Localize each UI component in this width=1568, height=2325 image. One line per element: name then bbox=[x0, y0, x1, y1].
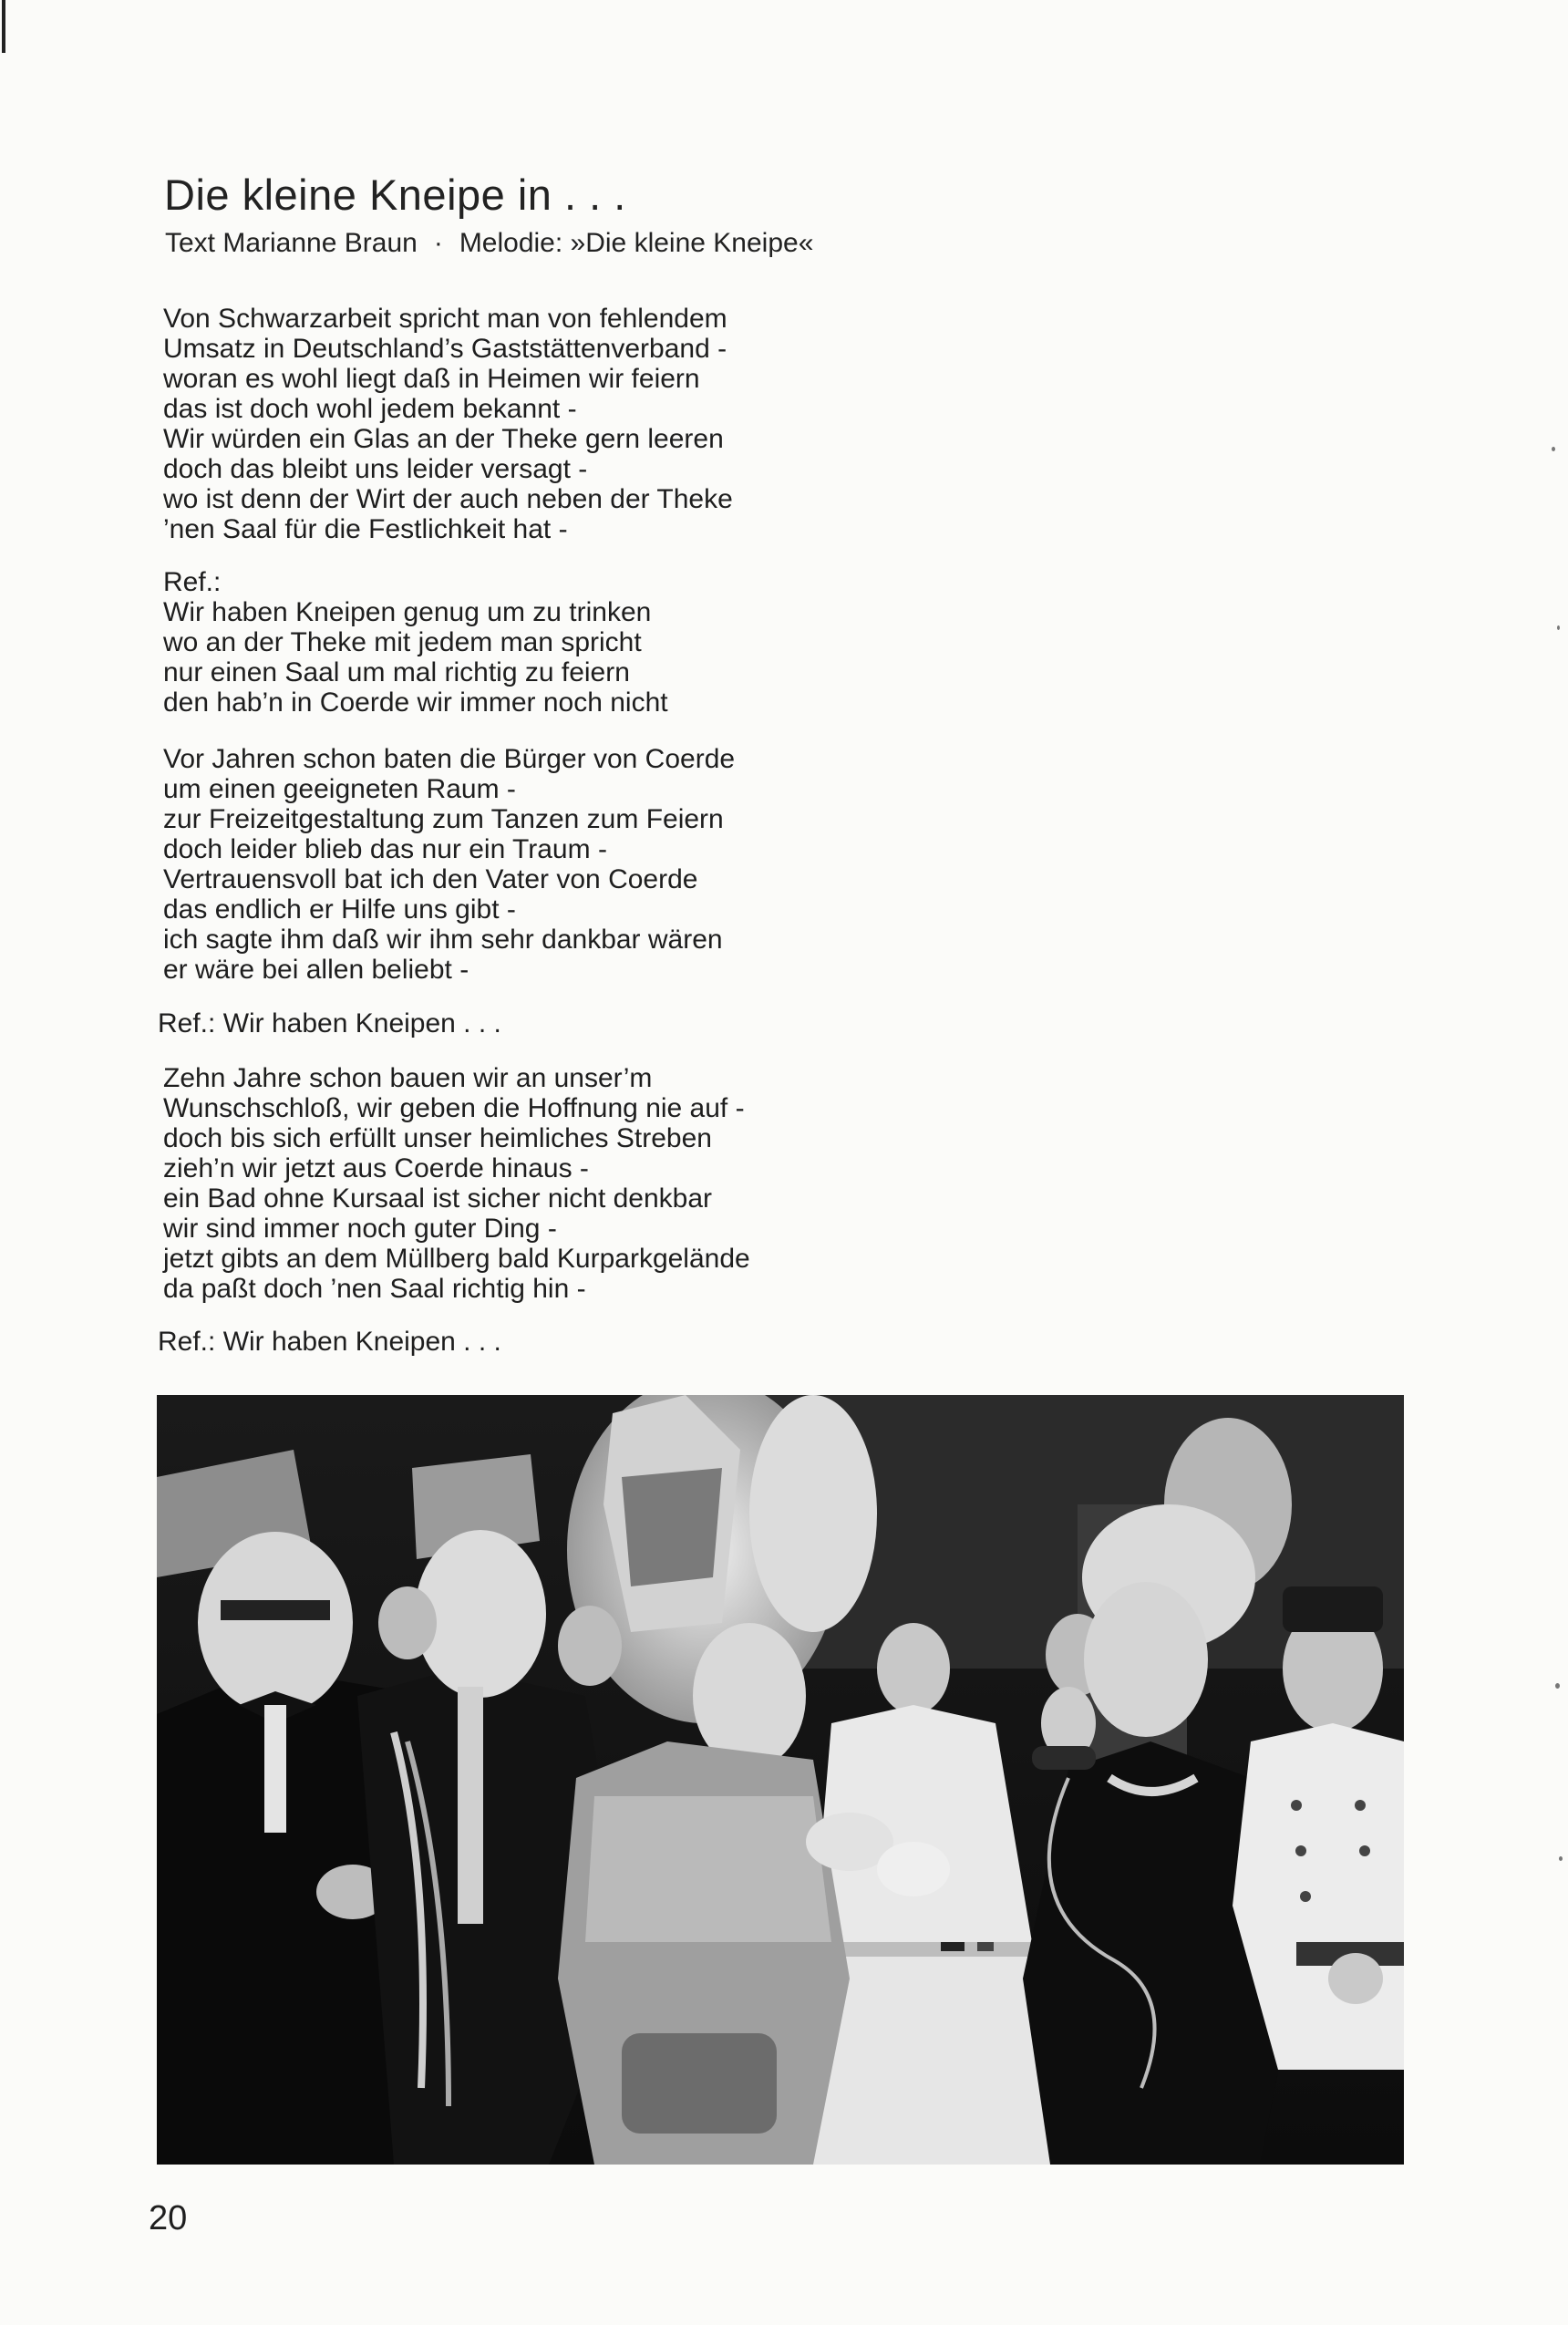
stanza-line: Umsatz in Deutschland’s Gaststättenverband - bbox=[163, 334, 727, 364]
stanza-2 bbox=[163, 744, 735, 985]
stanza-line: zur Freizeitgestaltung zum Tanzen zum Feiern bbox=[163, 804, 724, 834]
stanza-line: Von Schwarzarbeit spricht man von fehlendem bbox=[163, 304, 727, 334]
page-number: 20 bbox=[149, 2199, 188, 2237]
stanza-line: er wäre bei allen beliebt - bbox=[163, 955, 469, 985]
stanza-line: woran es wohl liegt daß in Heimen wir feiern bbox=[163, 364, 700, 394]
song-credits bbox=[165, 228, 813, 259]
scan-speck bbox=[1555, 1683, 1560, 1689]
stanza-line: ein Bad ohne Kursaal ist sicher nicht denkbar bbox=[163, 1183, 713, 1214]
stanza-line: zieh’n wir jetzt aus Coerde hinaus - bbox=[163, 1153, 589, 1183]
song-title: Die kleine Kneipe in . . . bbox=[164, 170, 626, 219]
stanza-3 bbox=[163, 1063, 750, 1304]
stanza-line: wir sind immer noch guter Ding - bbox=[163, 1214, 557, 1244]
carnival-photo bbox=[157, 1395, 1404, 2165]
stanza-line: das ist doch wohl jedem bekannt - bbox=[163, 394, 577, 424]
scan-edge-mark bbox=[2, 0, 5, 53]
stanza-line: Vor Jahren schon baten die Bürger von Coerde bbox=[163, 744, 736, 774]
stanza-line: wo an der Theke mit jedem man spricht bbox=[163, 627, 642, 657]
stanza-line: doch bis sich erfüllt unser heimliches Streben bbox=[163, 1123, 712, 1153]
stanza-line: ’nen Saal für die Festlichkeit hat - bbox=[163, 514, 568, 544]
stanza-1 bbox=[163, 304, 733, 544]
stanza-line: doch das bleibt uns leider versagt - bbox=[163, 454, 588, 484]
refrain bbox=[163, 567, 668, 718]
credit-separator: · bbox=[433, 228, 443, 258]
refrain-reference-2: Ref.: Wir haben Kneipen . . . bbox=[158, 1327, 501, 1357]
stanza-line: um einen geeigneten Raum - bbox=[163, 774, 516, 804]
stanza-line: doch leider blieb das nur ein Traum - bbox=[163, 834, 607, 864]
stanza-line: Wir würden ein Glas an der Theke gern leeren bbox=[163, 424, 724, 454]
stanza-line: jetzt gibts an dem Müllberg bald Kurparkgelände bbox=[163, 1244, 750, 1274]
scan-speck bbox=[1557, 625, 1560, 630]
scan-speck bbox=[1552, 447, 1555, 451]
stanza-line: den hab’n in Coerde wir immer noch nicht bbox=[163, 687, 668, 718]
stanza-line: Wir haben Kneipen genug um zu trinken bbox=[163, 597, 652, 627]
author-credit: Text Marianne Braun bbox=[165, 228, 418, 258]
stanza-line: das endlich er Hilfe uns gibt - bbox=[163, 894, 516, 925]
refrain-label: Ref.: bbox=[163, 567, 222, 597]
stanza-line: ich sagte ihm daß wir ihm sehr dankbar wären bbox=[163, 925, 723, 955]
scan-speck bbox=[1559, 1856, 1563, 1861]
refrain-reference-1: Ref.: Wir haben Kneipen . . . bbox=[158, 1008, 501, 1038]
melody-credit: Melodie: »Die kleine Kneipe« bbox=[459, 228, 814, 258]
stanza-line: nur einen Saal um mal richtig zu feiern bbox=[163, 657, 630, 687]
stanza-line: Zehn Jahre schon bauen wir an unser’m bbox=[163, 1063, 653, 1093]
stanza-line: Vertrauensvoll bat ich den Vater von Coerde bbox=[163, 864, 698, 894]
stanza-line: Wunschschloß, wir geben die Hoffnung nie auf - bbox=[163, 1093, 745, 1123]
stanza-line: wo ist denn der Wirt der auch neben der Theke bbox=[163, 484, 733, 514]
stanza-line: da paßt doch ’nen Saal richtig hin - bbox=[163, 1274, 586, 1304]
